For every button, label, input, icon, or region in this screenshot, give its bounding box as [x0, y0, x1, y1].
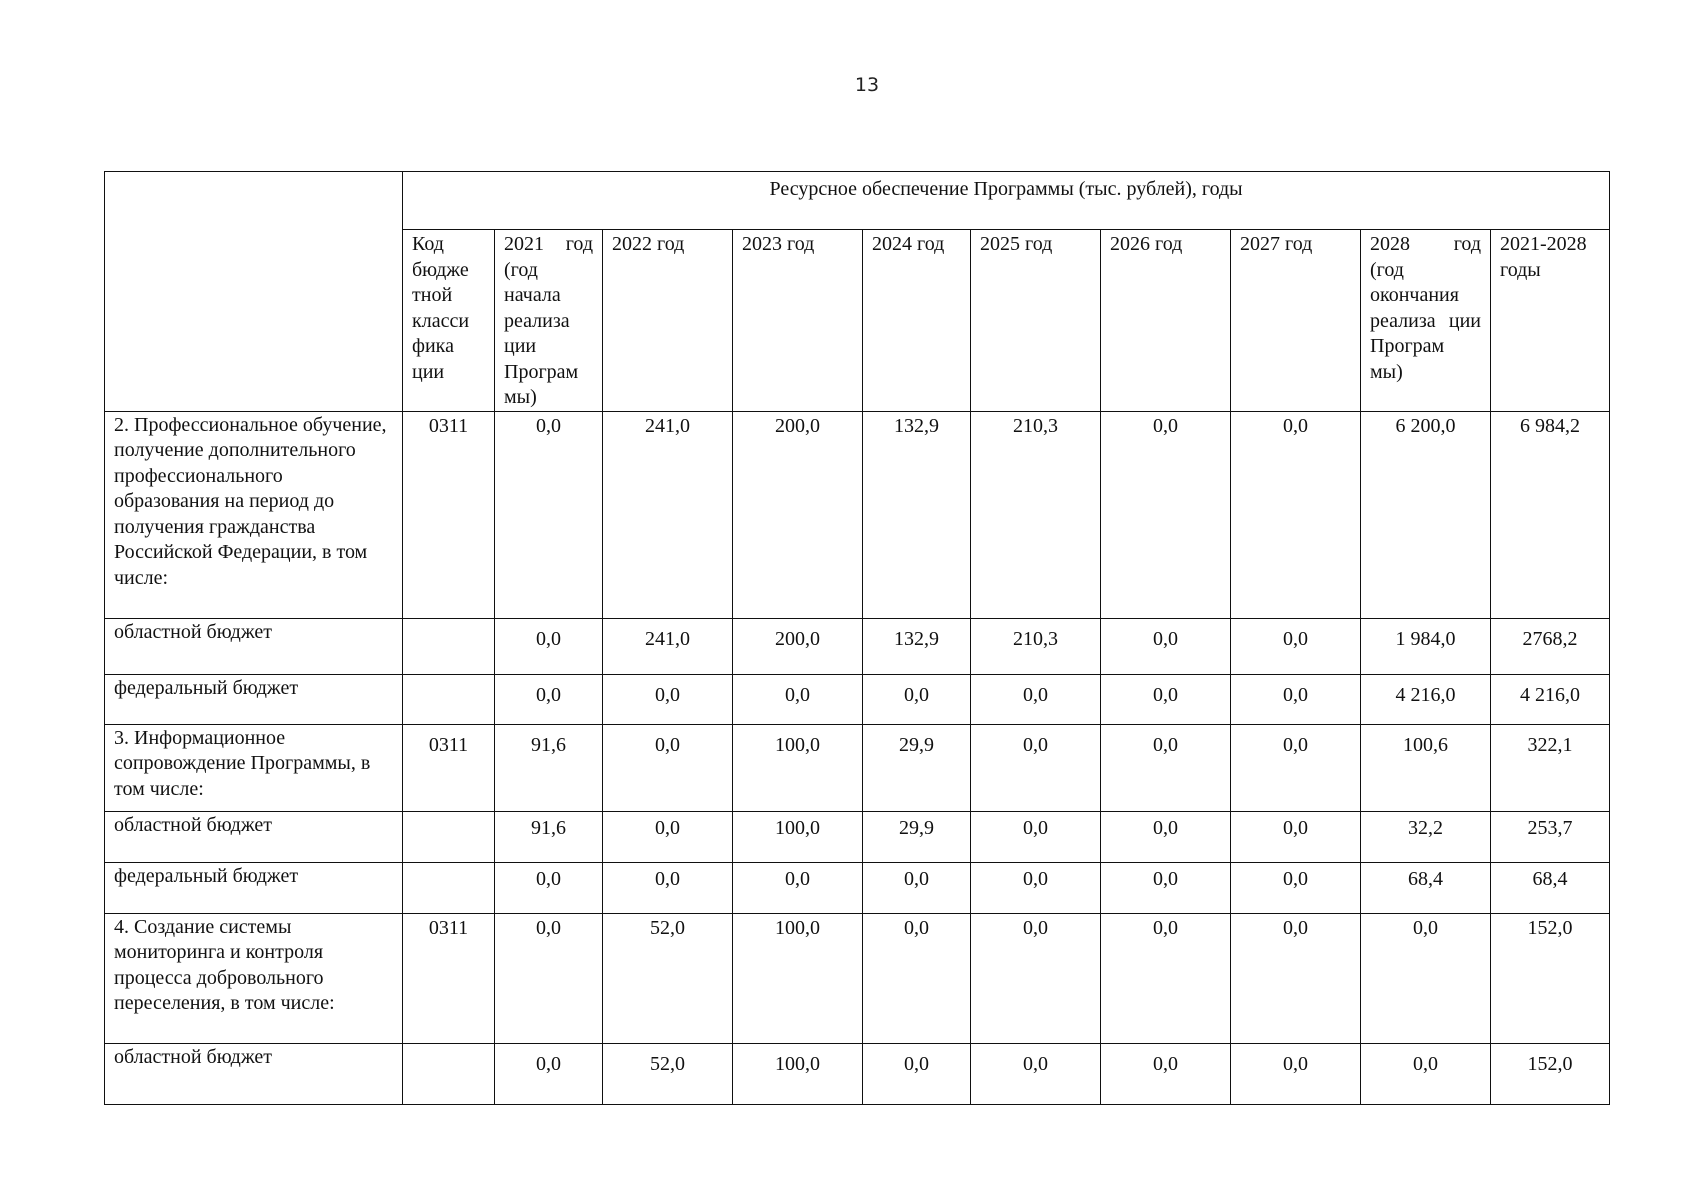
value-cell: 322,1 — [1491, 724, 1610, 811]
value-cell: 6 984,2 — [1491, 411, 1610, 618]
value-cell: 0,0 — [1231, 411, 1361, 618]
value-cell: 0,0 — [495, 411, 603, 618]
row-name: 3. Информационное сопровождение Программы, в том числе: — [105, 724, 403, 811]
value-cell: 6 200,0 — [1361, 411, 1491, 618]
column-header: 2028 год (год окончания реализа ции Програм мы) — [1361, 230, 1491, 412]
value-cell: 32,2 — [1361, 811, 1491, 862]
value-cell: 68,4 — [1361, 862, 1491, 913]
value-cell: 200,0 — [733, 411, 863, 618]
value-cell: 0,0 — [495, 913, 603, 1043]
value-cell: 0,0 — [1101, 411, 1231, 618]
budget-code — [403, 618, 495, 674]
value-cell: 132,9 — [863, 618, 971, 674]
row-name: федеральный бюджет — [105, 674, 403, 724]
value-cell: 0,0 — [603, 811, 733, 862]
column-header: 2024 год — [863, 230, 971, 412]
value-cell: 0,0 — [1231, 618, 1361, 674]
row-name: областной бюджет — [105, 618, 403, 674]
value-cell: 241,0 — [603, 618, 733, 674]
value-cell: 4 216,0 — [1361, 674, 1491, 724]
value-cell: 0,0 — [1361, 1043, 1491, 1104]
budget-code — [403, 674, 495, 724]
value-cell: 68,4 — [1491, 862, 1610, 913]
value-cell: 52,0 — [603, 1043, 733, 1104]
row-name: федеральный бюджет — [105, 862, 403, 913]
value-cell: 100,0 — [733, 1043, 863, 1104]
value-cell: 91,6 — [495, 724, 603, 811]
column-header: 2021 год (год начала реализа ции Програм мы) — [495, 230, 603, 412]
value-cell: 0,0 — [1101, 674, 1231, 724]
value-cell: 29,9 — [863, 811, 971, 862]
value-cell: 0,0 — [1101, 862, 1231, 913]
value-cell: 0,0 — [495, 618, 603, 674]
value-cell: 0,0 — [1101, 1043, 1231, 1104]
value-cell: 0,0 — [1101, 913, 1231, 1043]
table-row — [105, 411, 1610, 618]
value-cell: 100,6 — [1361, 724, 1491, 811]
super-header-row — [105, 172, 1610, 230]
value-cell: 210,3 — [971, 618, 1101, 674]
table-row — [105, 724, 1610, 811]
value-cell: 100,0 — [733, 811, 863, 862]
table-row — [105, 862, 1610, 913]
value-cell: 0,0 — [971, 862, 1101, 913]
value-cell: 0,0 — [1231, 811, 1361, 862]
column-header: 2023 год — [733, 230, 863, 412]
table-row — [105, 811, 1610, 862]
super-header: Ресурсное обеспечение Программы (тыс. рублей), годы — [403, 172, 1610, 230]
value-cell: 0,0 — [971, 1043, 1101, 1104]
budget-code: 0311 — [403, 913, 495, 1043]
row-name: 2. Профессиональное обучение, получение дополнительного профессионального образования на период до получения гражданства Российской Федерации, в том числе: — [105, 411, 403, 618]
resource-table — [104, 171, 1610, 1105]
value-cell: 0,0 — [733, 674, 863, 724]
value-cell: 0,0 — [733, 862, 863, 913]
budget-code: 0311 — [403, 411, 495, 618]
value-cell: 4 216,0 — [1491, 674, 1610, 724]
row-name: областной бюджет — [105, 1043, 403, 1104]
value-cell: 0,0 — [971, 913, 1101, 1043]
value-cell: 0,0 — [1231, 724, 1361, 811]
value-cell: 0,0 — [495, 674, 603, 724]
value-cell: 0,0 — [863, 674, 971, 724]
value-cell: 100,0 — [733, 913, 863, 1043]
value-cell: 253,7 — [1491, 811, 1610, 862]
row-label-header — [105, 172, 403, 412]
page-number: 13 — [854, 74, 880, 96]
value-cell: 0,0 — [863, 1043, 971, 1104]
column-header: 2025 год — [971, 230, 1101, 412]
value-cell: 0,0 — [971, 674, 1101, 724]
row-name: областной бюджет — [105, 811, 403, 862]
value-cell: 200,0 — [733, 618, 863, 674]
value-cell: 0,0 — [971, 724, 1101, 811]
value-cell: 0,0 — [1231, 913, 1361, 1043]
column-header: Код бюдже тной класси фика ции — [403, 230, 495, 412]
value-cell: 100,0 — [733, 724, 863, 811]
value-cell: 152,0 — [1491, 1043, 1610, 1104]
value-cell: 132,9 — [863, 411, 971, 618]
value-cell: 241,0 — [603, 411, 733, 618]
value-cell: 0,0 — [1101, 618, 1231, 674]
value-cell: 0,0 — [1101, 811, 1231, 862]
value-cell: 0,0 — [603, 724, 733, 811]
table-row — [105, 913, 1610, 1043]
value-cell: 29,9 — [863, 724, 971, 811]
value-cell: 0,0 — [603, 674, 733, 724]
value-cell: 0,0 — [495, 862, 603, 913]
value-cell: 1 984,0 — [1361, 618, 1491, 674]
value-cell: 91,6 — [495, 811, 603, 862]
column-header: 2021-2028 годы — [1491, 230, 1610, 412]
column-header: 2027 год — [1231, 230, 1361, 412]
value-cell: 0,0 — [603, 862, 733, 913]
column-header: 2022 год — [603, 230, 733, 412]
value-cell: 0,0 — [1231, 674, 1361, 724]
value-cell: 0,0 — [863, 913, 971, 1043]
value-cell: 0,0 — [971, 811, 1101, 862]
table-row — [105, 1043, 1610, 1104]
table-row — [105, 618, 1610, 674]
value-cell: 0,0 — [495, 1043, 603, 1104]
budget-code — [403, 862, 495, 913]
budget-code — [403, 1043, 495, 1104]
value-cell: 0,0 — [1231, 1043, 1361, 1104]
budget-code — [403, 811, 495, 862]
table-row — [105, 674, 1610, 724]
value-cell: 0,0 — [1361, 913, 1491, 1043]
column-header: 2026 год — [1101, 230, 1231, 412]
value-cell: 152,0 — [1491, 913, 1610, 1043]
value-cell: 0,0 — [1231, 862, 1361, 913]
value-cell: 0,0 — [1101, 724, 1231, 811]
value-cell: 52,0 — [603, 913, 733, 1043]
budget-code: 0311 — [403, 724, 495, 811]
value-cell: 0,0 — [863, 862, 971, 913]
row-name: 4. Создание системы мониторинга и контроля процесса добровольного переселения, в том числе: — [105, 913, 403, 1043]
value-cell: 210,3 — [971, 411, 1101, 618]
value-cell: 2768,2 — [1491, 618, 1610, 674]
